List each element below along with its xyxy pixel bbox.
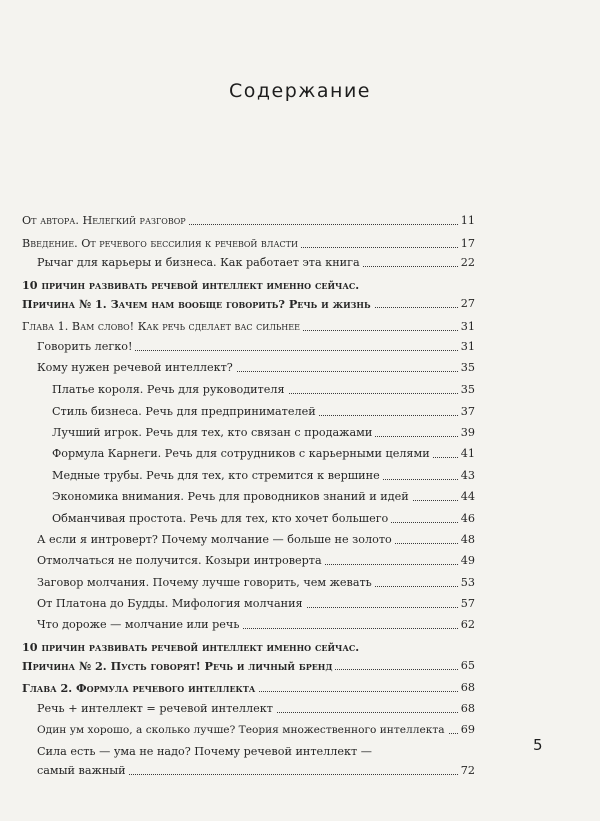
toc-page-number: 68 <box>458 678 475 698</box>
toc-entry-label: Лучший игрок. Речь для тех, кто связан с продажами <box>52 423 375 443</box>
toc-entry-label: От Платона до Будды. Мифология молчания <box>37 594 306 614</box>
toc-page-number: 57 <box>458 594 475 614</box>
toc-page-number: 46 <box>458 509 475 529</box>
toc-entry-label: самый важный <box>37 761 129 781</box>
toc-page-number: 65 <box>458 656 475 676</box>
toc-page-number: 44 <box>458 487 475 507</box>
toc-page-number: 69 <box>458 720 475 740</box>
toc-entry-label: Причина № 2. Пусть говорят! Речь и личный бренд <box>22 656 335 676</box>
page-title: Содержание <box>229 80 371 102</box>
toc-entry-label: Глава 1. Вам слово! Как речь сделает вас сильнее <box>22 317 303 337</box>
toc-page-number: 17 <box>458 234 475 254</box>
toc-entry-business-style[interactable] <box>0 402 600 422</box>
toc-entry-label: Глава 2. Формула речевого интеллекта <box>22 678 258 698</box>
toc-entry-label: Один ум хорошо, а сколько лучше? Теория множественного интеллекта <box>37 720 448 740</box>
toc-page-number: 37 <box>458 402 475 422</box>
toc-page-number: 31 <box>458 317 475 337</box>
toc-entry-label: Экономика внимания. Речь для проводников знаний и идей <box>52 487 412 507</box>
toc-page-number: 49 <box>458 551 475 571</box>
toc-entry-plato[interactable] <box>0 594 600 614</box>
page-number: 5 <box>533 736 543 754</box>
toc-entry-label: Введение. От речевого бессилия к речевой власти <box>22 234 301 254</box>
toc-page-number: 48 <box>458 530 475 550</box>
toc-entry-author[interactable] <box>0 211 600 231</box>
toc-entry-lever[interactable] <box>0 253 600 273</box>
toc-page-number: 41 <box>458 444 475 464</box>
toc-entry-label: Кому нужен речевой интеллект? <box>37 358 236 378</box>
toc-page-number: 72 <box>458 761 475 781</box>
toc-entry-conspiracy[interactable] <box>0 573 600 593</box>
toc-entry-kings-dress[interactable] <box>0 380 600 400</box>
toc-part-heading: 10 причин развивать речевой интеллект именно сейчас. <box>22 278 360 292</box>
toc-entry-formula[interactable] <box>0 699 600 719</box>
toc-entry-introvert[interactable] <box>0 530 600 550</box>
toc-entry-label: Стиль бизнеса. Речь для предпринимателей <box>52 402 319 422</box>
toc-entry-label: Формула Карнеги. Речь для сотрудников с карьерными целями <box>52 444 433 464</box>
toc-entry-intro[interactable] <box>0 234 600 254</box>
toc-entry-label-line1: Сила есть — ума не надо? Почему речевой интеллект — <box>37 745 372 758</box>
toc-entry-label: Медные трубы. Речь для тех, кто стремится к вершине <box>52 466 383 486</box>
toc-page-number: 22 <box>458 253 475 273</box>
toc-entry-carnegie[interactable] <box>0 444 600 464</box>
toc-page-number: 11 <box>458 211 475 231</box>
toc-entry-part2[interactable] <box>0 656 600 676</box>
toc-entry-label: Отмолчаться не получится. Козыри интроверта <box>37 551 325 571</box>
toc-entry-one-mind[interactable] <box>0 720 600 740</box>
toc-page-number: 35 <box>458 358 475 378</box>
toc-page-number: 68 <box>458 699 475 719</box>
toc-entry-dearer[interactable] <box>0 615 600 635</box>
toc-page-number: 27 <box>458 294 475 314</box>
toc-entry-chapter2[interactable] <box>0 678 600 698</box>
toc-page-number: 35 <box>458 380 475 400</box>
toc-entry-who-needs[interactable] <box>0 358 600 378</box>
toc-entry-label: Рычаг для карьеры и бизнеса. Как работает эта книга <box>37 253 363 273</box>
toc-page-number: 39 <box>458 423 475 443</box>
toc-entry-label: Говорить легко! <box>37 337 135 357</box>
toc-entry-simplicity[interactable] <box>0 509 600 529</box>
toc-entry-part1[interactable] <box>0 294 600 314</box>
toc-page-number: 62 <box>458 615 475 635</box>
toc-entry-speak-easy[interactable] <box>0 337 600 357</box>
toc-page-number: 31 <box>458 337 475 357</box>
toc-entry-chapter1[interactable] <box>0 317 600 337</box>
toc-entry-strength[interactable] <box>0 761 600 781</box>
toc-entry-label: Заговор молчания. Почему лучше говорить, чем жевать <box>37 573 375 593</box>
toc-entry-label: Обманчивая простота. Речь для тех, кто хочет большего <box>52 509 391 529</box>
toc-entry-label: Что дороже — молчание или речь <box>37 615 242 635</box>
toc-part-heading: 10 причин развивать речевой интеллект именно сейчас. <box>22 640 360 654</box>
toc-entry-label: А если я интроверт? Почему молчание — больше не золото <box>37 530 395 550</box>
toc-entry-brass[interactable] <box>0 466 600 486</box>
toc-entry-no-silence[interactable] <box>0 551 600 571</box>
toc-entry-label: Платье короля. Речь для руководителя <box>52 380 288 400</box>
toc-entry-attention[interactable] <box>0 487 600 507</box>
toc-entry-label: От автора. Нелегкий разговор <box>22 211 189 231</box>
toc-entry-label: Причина № 1. Зачем нам вообще говорить? Речь и жизнь <box>22 294 374 314</box>
toc-page-number: 43 <box>458 466 475 486</box>
toc-entry-label: Речь + интеллект = речевой интеллект <box>37 699 276 719</box>
toc-entry-best-player[interactable] <box>0 423 600 443</box>
toc-page-number: 53 <box>458 573 475 593</box>
